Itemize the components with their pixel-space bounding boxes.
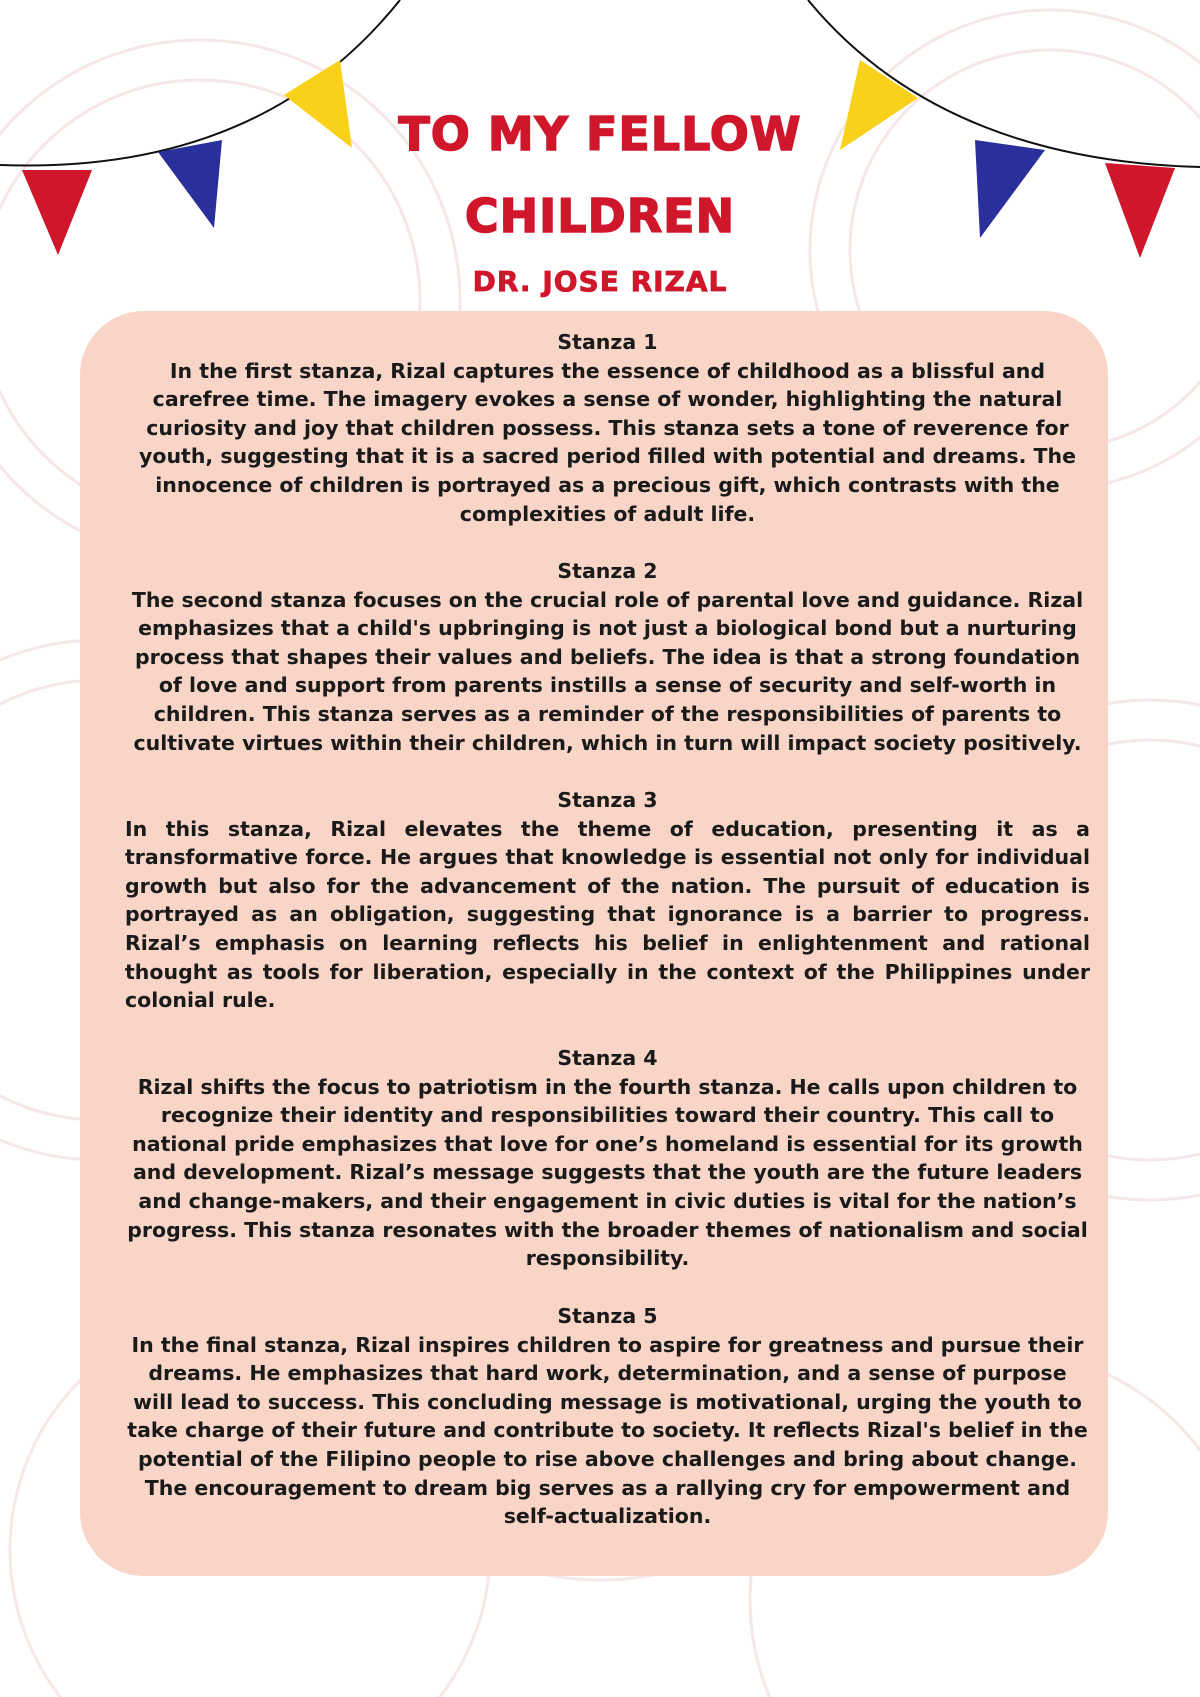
stanza-5 [125,1302,1090,1531]
stanza-text: In this stanza, Rizal elevates the theme of education, presenting it as a transformative force. He argues that knowledge is essential not only for individual growth but also for the advancement of the nation. The pursuit of education is portrayed as an obligation, suggesting that ignorance is a barrier to progress. Rizal’s emphasis on learning reflects his belief in enlightenment and rational thought as tools for liberation, especially in the context of the Philippines under colonial rule. [125,816,1090,1013]
author-name: DR. JOSE RIZAL [472,265,728,298]
flag-blue-left [158,140,222,228]
stanza-heading: Stanza 5 [557,1304,658,1328]
stanza-text: Rizal shifts the focus to patriotism in the fourth stanza. He calls upon children to recognize their identity and responsibilities toward their country. This call to national pride emphasizes that love for one’s homeland is essential for its growth and development. Rizal’s message suggests that the youth are the future leaders and change-makers, and their engagement in civic duties is vital for the nation’s progress. This stanza resonates with the broader themes of nationalism and social responsibility. [127,1074,1088,1271]
stanza-1 [125,328,1090,528]
stanza-heading: Stanza 3 [557,788,658,812]
stanza-heading: Stanza 4 [557,1046,658,1070]
stanza-heading: Stanza 2 [557,559,658,583]
flag-red-left [22,170,92,255]
content-panel [80,311,1108,1576]
flag-red-right [1105,163,1175,258]
title-line-1: TO MY FELLOW [398,107,802,161]
title-line-2: CHILDREN [464,189,736,243]
stanza-heading: Stanza 1 [557,330,658,354]
stanza-4 [125,1044,1090,1273]
stanza-text: In the first stanza, Rizal captures the essence of childhood as a blissful and carefree time. The imagery evokes a sense of wonder, highlighting the natural curiosity and joy that children possess. This stanza sets a tone of reverence for youth, suggesting that it is a sacred period filled with potential and dreams. The innocence of children is portrayed as a precious gift, which contrasts with the complexities of adult life. [139,358,1076,526]
stanza-3 [125,786,1090,1015]
stanza-text: In the final stanza, Rizal inspires children to aspire for greatness and pursue their dreams. He emphasizes that hard work, determination, and a sense of purpose will lead to success. This concluding message is motivational, urging the youth to take charge of their future and contribute to society. It reflects Rizal's belief in the potential of the Filipino people to rise above challenges and bring about change. The encouragement to dream big serves as a rallying cry for empowerment and self-actualization. [127,1332,1088,1529]
stanza-text: The second stanza focuses on the crucial role of parental love and guidance. Rizal emphasizes that a child's upbringing is not just a biological bond but a nurturing process that shapes their values and beliefs. The idea is that a strong foundation of love and support from parents instills a sense of security and self-worth in children. This stanza serves as a reminder of the responsibilities of parents to cultivate virtues within their children, which in turn will impact society positively. [131,587,1084,755]
stanza-2 [125,557,1090,757]
flag-blue-right [975,140,1045,238]
